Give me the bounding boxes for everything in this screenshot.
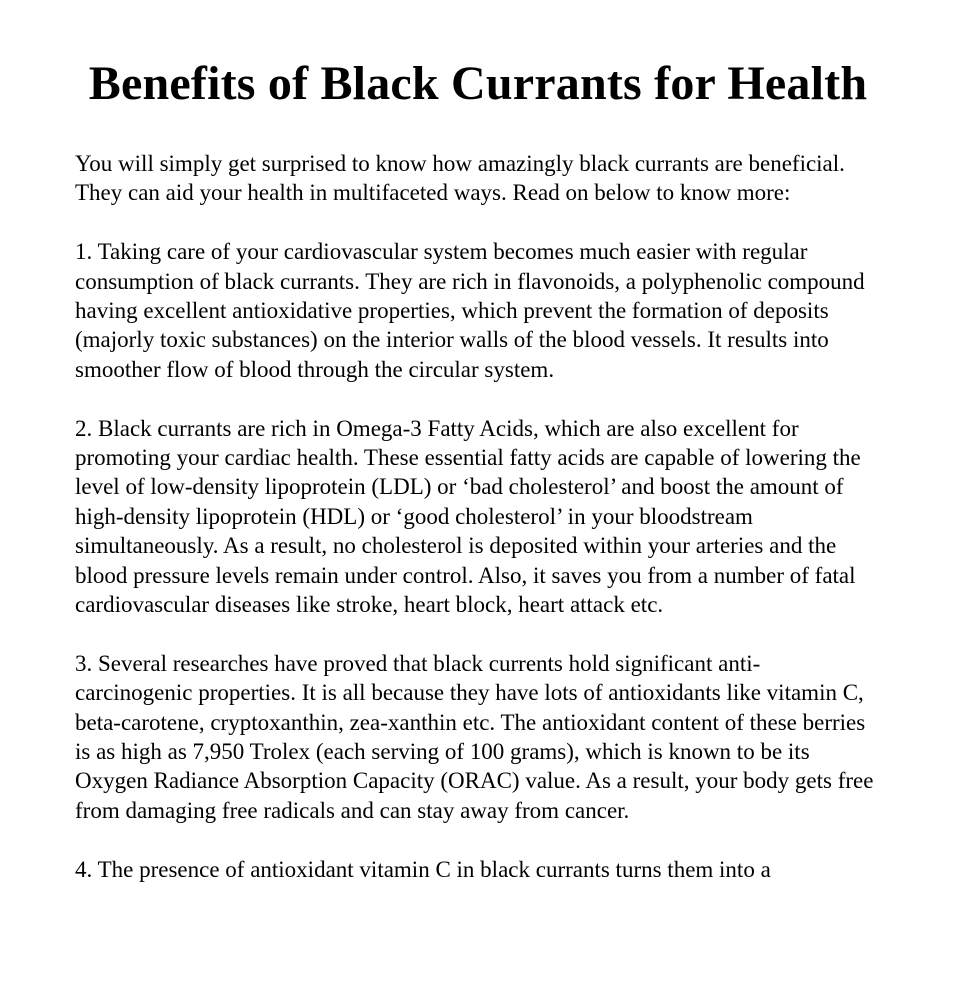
benefit-paragraph-1: 1. Taking care of your cardiovascular system becomes much easier with regular consumption of black currants. They are rich in flavonoids, a polyphenolic compound having excellent antioxidative properties, which prevent the formation of deposits (majorly toxic substances) on the interior walls of the blood vessels. It results into smoother flow of blood through the circular system. xyxy=(75,239,865,382)
benefit-paragraph-3: 3. Several researches have proved that black currents hold significant anti-carcinogenic properties. It is all because they have lots of antioxidants like vitamin C, beta-carotene, cryptoxanthin, zea-xanthin etc. The antioxidant content of these berries is as high as 7,950 Trolex (each serving of 100 grams), which is known to be its Oxygen Radiance Absorption Capacity (ORAC) value. As a result, your body gets free from damaging free radicals and can stay away from cancer. xyxy=(75,650,874,823)
benefit-paragraph-4: 4. The presence of antioxidant vitamin C in black currants turns them into a xyxy=(75,856,771,882)
benefit-paragraph-2: 2. Black currants are rich in Omega-3 Fatty Acids, which are also excellent for promoting your cardiac health. These essential fatty acids are capable of lowering the level of low-density lipoprotein (LDL) or ‘bad cholesterol’ and boost the amount of high-density lipoprotein (HDL) or ‘good cholesterol’ in your bloodstream simultaneously. As a result, no cholesterol is deposited within your arteries and the blood pressure levels remain under control. Also, it saves you from a number of fatal cardiovascular diseases like stroke, heart block, heart attack etc. xyxy=(75,415,861,618)
article-title: Benefits of Black Currants for Health xyxy=(88,57,868,110)
intro-paragraph: You will simply get surprised to know how amazingly black currants are beneficial. They can aid your health in multifaceted ways. Read on below to know more: xyxy=(75,151,845,206)
article-body xyxy=(75,149,875,913)
